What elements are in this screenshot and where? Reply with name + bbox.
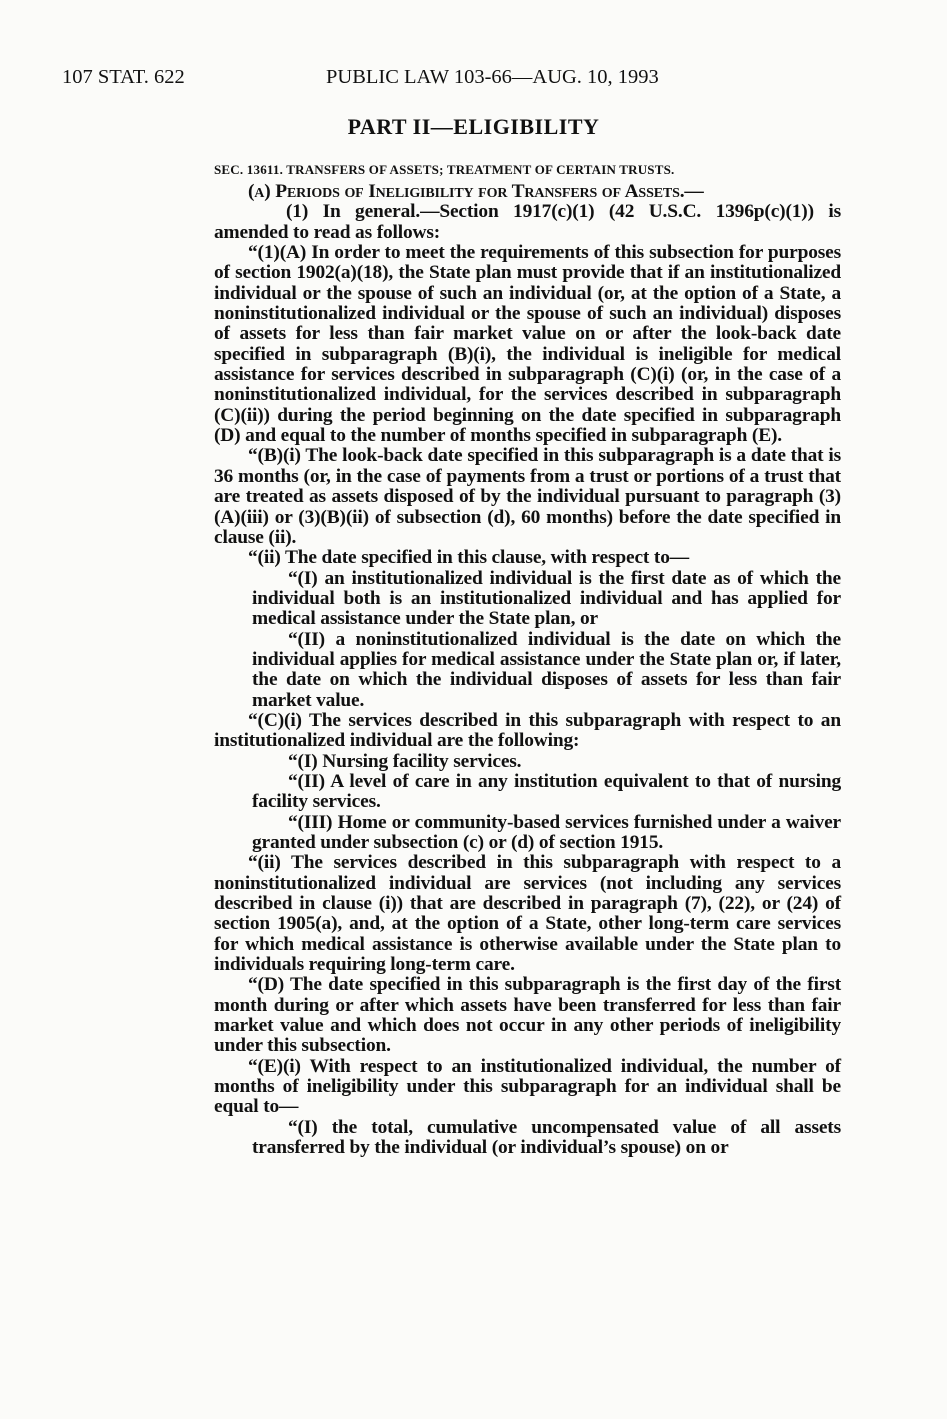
paragraph-1B-ii: “(ii) The date specified in this clause, with respect to— bbox=[248, 547, 690, 569]
clause-cumulative-value: “(I) the total, cumulative uncompensated value of all assets transferred by the individual (or individual’s spouse) on or bbox=[252, 1116, 841, 1159]
statute-body bbox=[214, 182, 841, 1159]
paragraph-1E-i: “(E)(i) With respect to an institutionalized individual, the number of months of ineligibility under this subparagraph for an individual shall be equal to— bbox=[214, 1055, 841, 1118]
section-heading: SEC. 13611. TRANSFERS OF ASSETS; TREATMENT OF CERTAIN TRUSTS. bbox=[214, 162, 675, 177]
paragraph-1C-i: “(C)(i) The services described in this subparagraph with respect to an institutionalized individual are the following: bbox=[214, 709, 841, 752]
paragraph-1A: “(1)(A) In order to meet the requirements of this subsection for purposes of section 1902(a)(18), the State plan must provide that if an institutionalized individual or the spouse of such an individual (or, at the option of a State, a noninstitutionalized individual or the spouse of such an individual) disposes of assets for less than fair market value on or after the look-back date specified in subparagraph (B)(i), the individual is ineligible for medical assistance for services described in subparagraph (C)(i) (or, in the case of a noninstitutionalized individual, for the services described in subparagraph (C)(ii)) during the period beginning on the date specified in subparagraph (D) and equal to the number of months specified in subparagraph (E). bbox=[214, 242, 841, 447]
part-title: PART II—ELIGIBILITY bbox=[347, 114, 600, 139]
stat-reference: 107 STAT. 622 bbox=[62, 66, 185, 88]
paragraph-1-in-general: (1) In general.—Section 1917(c)(1) (42 U.S.C. 1396p(c)(1)) is amended to read as follows: bbox=[214, 201, 841, 243]
subsection-a-heading: (a) Periods of Ineligibility for Transfers of Assets.— bbox=[248, 181, 704, 202]
clause-home-community: “(III) Home or community-based services furnished under a waiver granted under subsection (c) or (d) of section 1915. bbox=[252, 811, 841, 853]
clause-nursing-facility: “(I) Nursing facility services. bbox=[288, 750, 522, 772]
paragraph-1B-i: “(B)(i) The look-back date specified in this subparagraph is a date that is 36 months (or, in the case of payments from a trust or portions of a trust that are treated as assets disposed of by the individual pursuant to paragraph (3)(A)(iii) or (3)(B)(ii) of subsection (d), 60 months) before the date specified in clause (ii). bbox=[214, 445, 841, 548]
clause-institutionalized: “(I) an institutionalized individual is the first date as of which the individual both is an institutionalized individual and has applied for medical assistance under the State plan, or bbox=[252, 567, 841, 630]
clause-noninstitutionalized: “(II) a noninstitutionalized individual is the date on which the individual applies for medical assistance under the State plan or, if later, the date on which the individual disposes of assets for less than fair market value. bbox=[252, 628, 841, 711]
law-reference: PUBLIC LAW 103-66—AUG. 10, 1993 bbox=[326, 66, 659, 88]
paragraph-1C-ii: “(ii) The services described in this subparagraph with respect to a noninstitutionalized individual are services (not including any services described in clause (i)) that are described in paragraph (7), (22), or (24) of section 1905(a), and, at the option of a State, other long-term care services for which medical assistance is otherwise available under the State plan to individuals requiring long-term care. bbox=[214, 852, 841, 976]
clause-level-of-care: “(II) A level of care in any institution equivalent to that of nursing facility services. bbox=[252, 770, 841, 813]
paragraph-1D: “(D) The date specified in this subparagraph is the first day of the first month during or after which assets have been transferred for less than fair market value and which does not occur in any other periods of ineligibility under this subsection. bbox=[214, 974, 841, 1057]
